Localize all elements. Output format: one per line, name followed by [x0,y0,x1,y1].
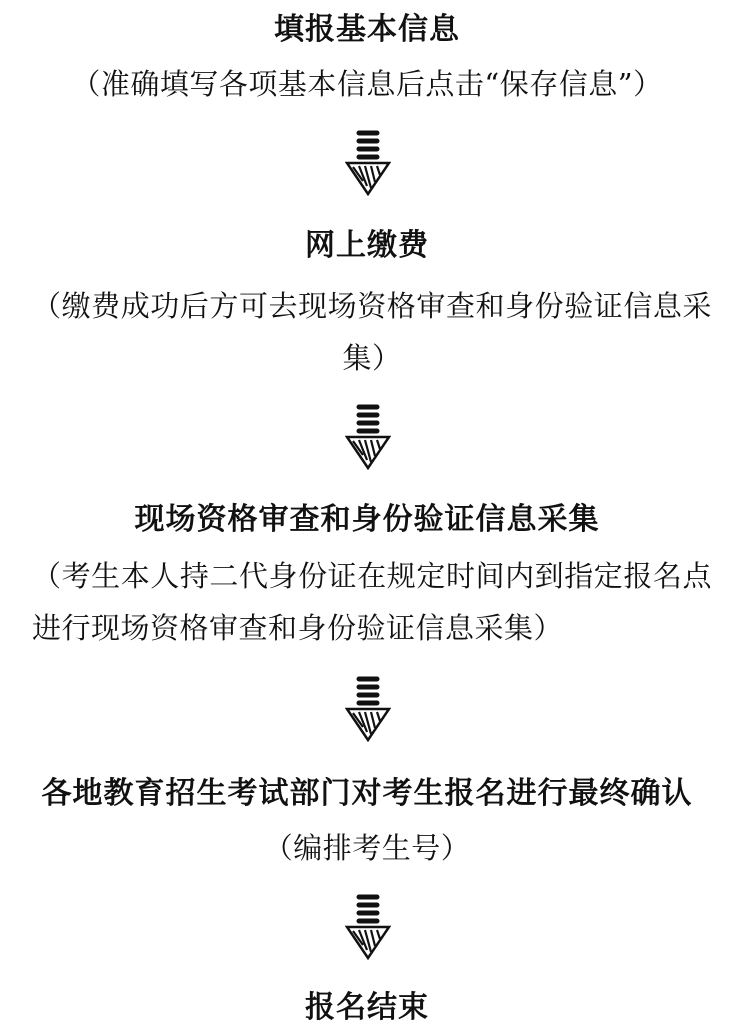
down-arrow-icon [345,894,391,960]
down-arrow-icon [345,130,391,196]
step-1-note: （准确填写各项基本信息后点击“保存信息”） [71,67,663,101]
step-3-title: 现场资格审查和身份验证信息采集 [134,502,600,537]
step-1-title: 填报基本信息 [274,12,460,47]
step-4-note: （编排考生号） [263,831,471,865]
step-2-title: 网上缴费 [305,228,429,263]
step-3-note: （考生本人持二代身份证在规定时间内到指定报名点进行现场资格审查和身份验证信息采集） [32,559,712,645]
step-2-note: （缴费成功后方可去现场资格审查和身份验证信息采集） [32,289,712,375]
down-arrow-icon [345,404,391,470]
step-4-title: 各地教育招生考试部门对考生报名进行最终确认 [41,776,693,811]
down-arrow-icon [345,676,391,742]
step-5-title: 报名结束 [305,990,429,1025]
